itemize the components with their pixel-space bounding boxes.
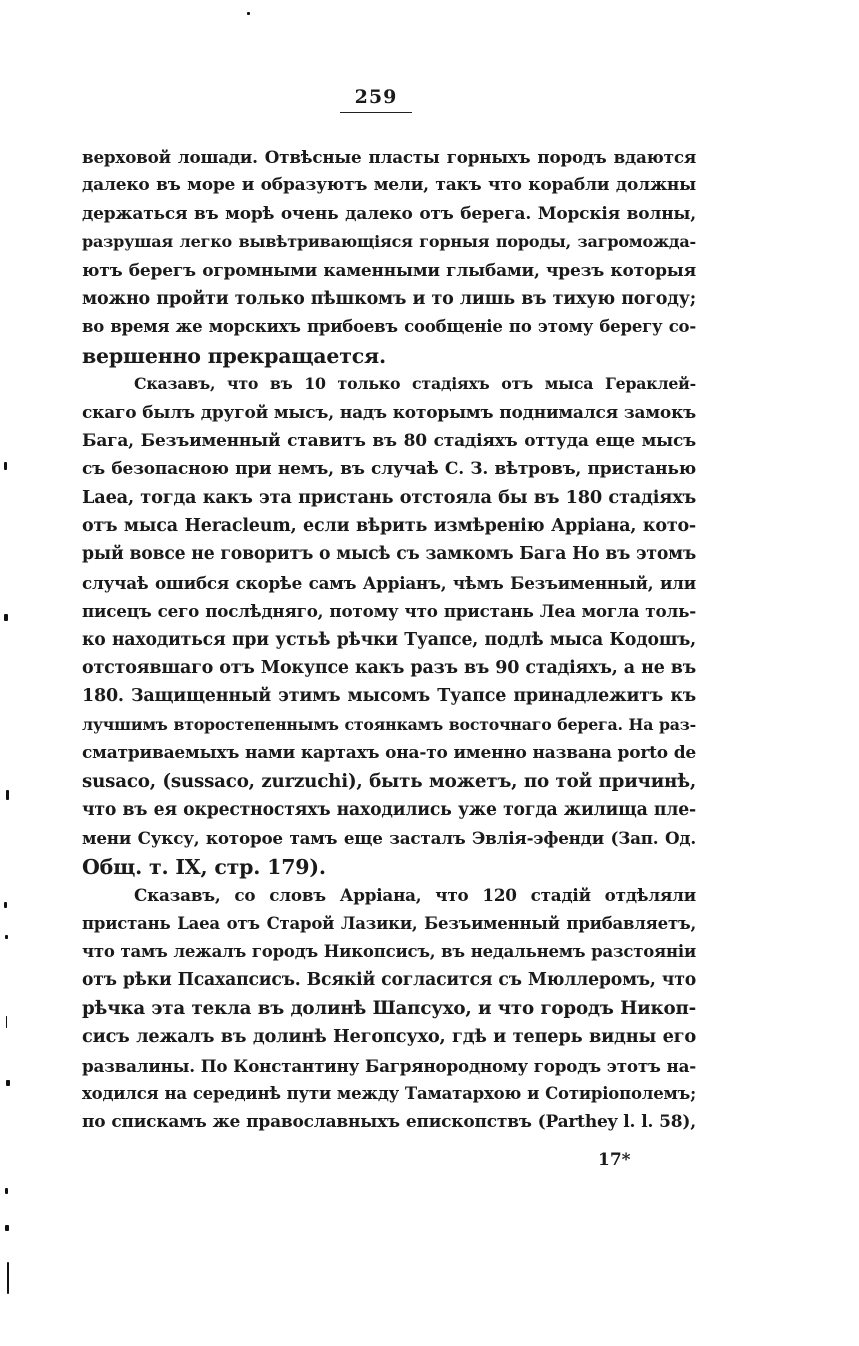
text-line: пристань Laea отъ Старой Лазики, Безъименный прибавляетъ,: [82, 913, 696, 933]
body-text: [82, 143, 696, 1137]
text-line: сисъ лежалъ въ долинѣ Негопсухо, гдѣ и теперь видны его: [82, 1026, 696, 1048]
margin-mark: [6, 790, 9, 800]
text-line: держаться въ морѣ очень далеко отъ берега. Морскія волны,: [82, 203, 696, 224]
margin-mark: [4, 614, 8, 621]
text-line: что въ ея окрестностяхъ находились уже тогда жилища пле-: [82, 799, 696, 820]
margin-mark: [7, 1262, 9, 1294]
text-line: ко находиться при устьѣ рѣчки Туапсе, подлѣ мыса Кодошъ,: [82, 629, 696, 650]
page-number: 259: [340, 86, 412, 113]
text-line: сматриваемыхъ нами картахъ она-то именно названа porto de: [82, 743, 696, 764]
margin-mark: [5, 1188, 8, 1194]
text-line: Сказавъ, что въ 10 только стадіяхъ отъ мыса Гераклей-: [134, 374, 696, 394]
margin-mark: [6, 1016, 7, 1028]
text-line: susaco, (sussaco, zurzuchi), быть можетъ, по той причинѣ,: [82, 770, 696, 792]
text-line: можно пройти только пѣшкомъ и то лишь въ тихую погоду;: [82, 288, 696, 309]
text-line: Общ. т. IX, стр. 179).: [82, 854, 326, 879]
text-line: что тамъ лежалъ городъ Никопсисъ, въ недальнемъ разстояніи: [82, 941, 696, 961]
text-line: по спискамъ же православныхъ епископствъ (Parthey l. l. 58),: [82, 1112, 696, 1133]
text-line: отъ мыса Heracleum, если вѣрить измѣренію Арріана, кото-: [82, 516, 696, 537]
text-line: рѣчка эта текла въ долинѣ Шапсухо, и что городъ Никоп-: [82, 997, 696, 1019]
margin-mark: [4, 902, 7, 908]
margin-mark: [4, 462, 7, 470]
text-line: далеко въ море и образуютъ мели, такъ что корабли должны: [82, 175, 696, 196]
text-line: мени Суксу, которое тамъ еще засталъ Эвлія-эфенди (Зап. Од.: [82, 828, 696, 849]
text-line: рый вовсе не говоритъ о мысѣ съ замкомъ Бага Но въ этомъ: [82, 544, 696, 565]
text-line: отъ рѣки Псахапсисъ. Всякій согласится съ Мюллеромъ, что: [82, 970, 696, 991]
signature-mark: 17*: [598, 1150, 631, 1170]
text-line: верховой лошади. Отвѣсные пласты горныхъ породъ вдаются: [82, 147, 696, 167]
text-line: съ безопасною при немъ, въ случаѣ С. З. вѣтровъ, пристанью: [82, 459, 696, 480]
text-line: писецъ сего послѣдняго, потому что пристань Леа могла толь-: [82, 601, 696, 622]
margin-mark: [5, 935, 8, 939]
text-line: вершенно прекращается.: [82, 343, 386, 368]
text-line: Laea, тогда какъ эта пристань отстояла бы въ 180 стадіяхъ: [82, 486, 696, 508]
text-line: во время же морскихъ прибоевъ сообщеніе по этому берегу со-: [82, 317, 696, 337]
text-line: Сказавъ, со словъ Арріана, что 120 стадій отдѣляли: [134, 885, 696, 906]
text-line: развалины. По Константину Багрянородному городъ этотъ на-: [82, 1055, 696, 1076]
text-line: отстоявшаго отъ Мокупсе какъ разъ въ 90 стадіяхъ, а не въ: [82, 658, 696, 679]
margin-mark: [6, 1080, 10, 1086]
text-line: ютъ берегъ огромными каменными глыбами, чрезъ которыя: [82, 260, 696, 281]
text-line: скаго былъ другой мысъ, надъ которымъ поднимался замокъ: [82, 402, 696, 423]
text-line: Бага, Безъименный ставитъ въ 80 стадіяхъ оттуда еще мысъ: [82, 430, 696, 451]
margin-mark: [5, 1225, 9, 1231]
text-line: ходился на серединѣ пути между Таматархою и Сотиріополемъ;: [82, 1083, 696, 1103]
text-line: лучшимъ второстепеннымъ стоянкамъ восточнаго берега. На раз-: [82, 714, 696, 734]
text-line: 180. Защищенный этимъ мысомъ Туапсе принадлежитъ къ: [82, 686, 696, 707]
margin-mark: [247, 12, 250, 15]
text-line: случаѣ ошибся скорѣе самъ Арріанъ, чѣмъ Безъименный, или: [82, 572, 696, 593]
text-line: разрушая легко вывѣтривающіяся горныя породы, загромождa-: [82, 232, 696, 252]
